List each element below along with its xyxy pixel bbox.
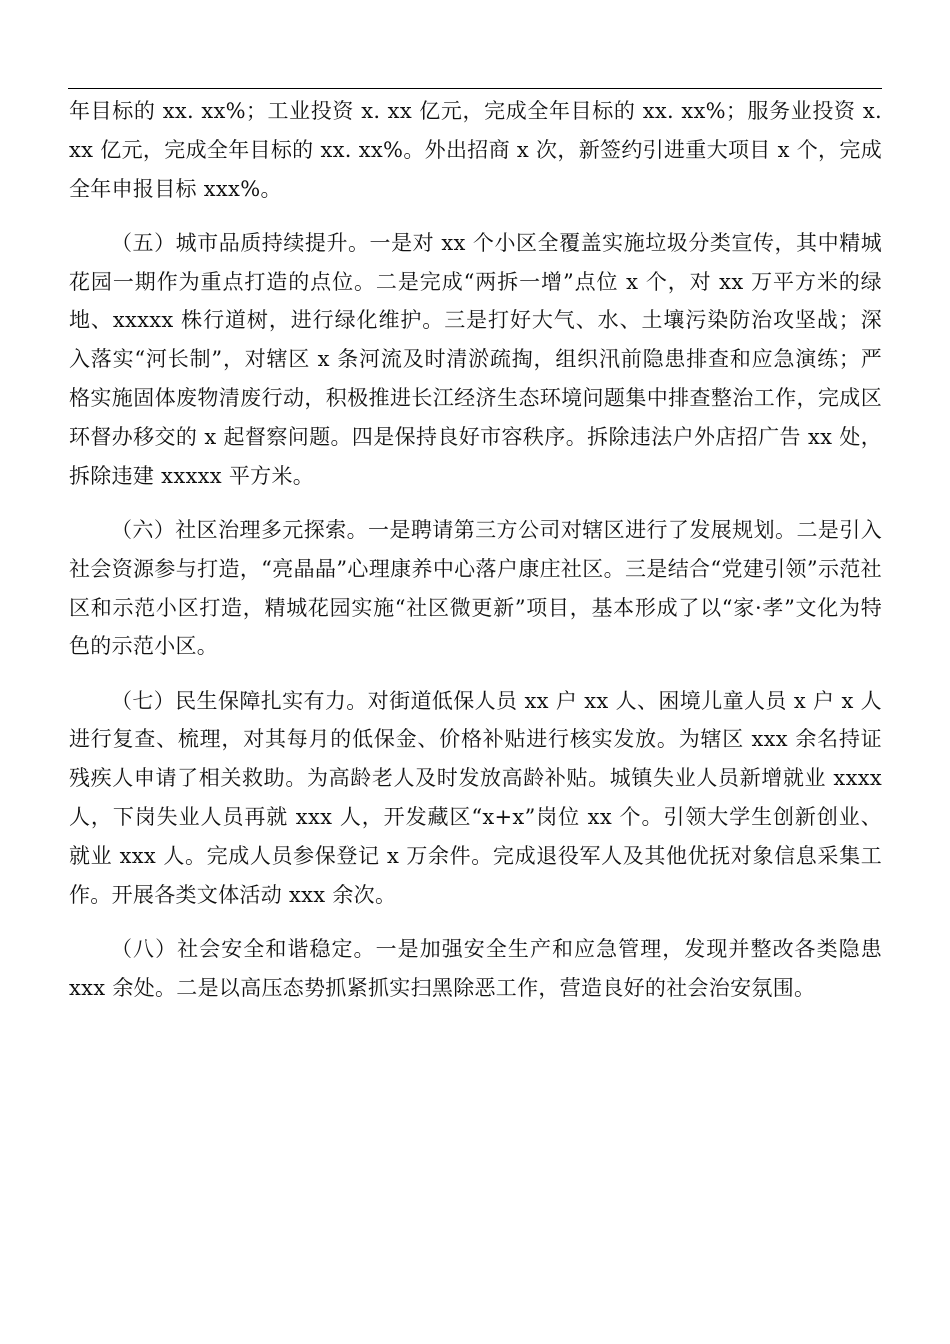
paragraph-gap: [69, 914, 882, 930]
paragraph-gap: [69, 666, 882, 682]
header-rule: [68, 88, 882, 89]
paragraph-livelihood-security: （七）民生保障扎实有力。对街道低保人员 xx 户 xx 人、困境儿童人员 x 户 x 人进行复查、梳理，对其每月的低保金、价格补贴进行核实发放。为辖区 xxx 余名持证残疾人申请了相关救助。为高龄老人及时发放高龄补贴。城镇失业人员新增就业 xxxx 人，下岗失业人员再就 xxx 人，开发藏区“x+x”岗位 xx 个。引领大学生创新创业、就业 xxx 人。完成人员参保登记 x 万余件。完成退役军人及其他优抚对象信息采集工作。开展各类文体活动 xxx 余次。: [69, 688, 882, 907]
paragraph-social-safety: （八）社会安全和谐稳定。一是加强安全生产和应急管理，发现并整改各类隐患 xxx 余处。二是以高压态势抓紧抓实扫黑除恶工作，营造良好的社会治安氛围。: [69, 936, 882, 1000]
paragraph-community-governance: （六）社区治理多元探索。一是聘请第三方公司对辖区进行了发展规划。二是引入社会资源参与打造，“亮晶晶”心理康养中心落户康庄社区。三是结合“党建引领”示范社区和示范小区打造，精城花园实施“社区微更新”项目，基本形成了以“家·孝”文化为特色的示范小区。: [69, 517, 882, 659]
paragraph-gap: [69, 495, 882, 511]
paragraph-investment-continued: 年目标的 xx. xx%；工业投资 x. xx 亿元，完成全年目标的 xx. xx%；服务业投资 x. xx 亿元，完成全年目标的 xx. xx%。外出招商 x 次，新签约引进重大项目 x 个，完成全年申报目标 xxx%。: [69, 99, 882, 201]
document-body: [69, 92, 882, 1008]
paragraph-gap: [69, 208, 882, 224]
paragraph-city-quality: （五）城市品质持续提升。一是对 xx 个小区全覆盖实施垃圾分类宣传，其中精城花园一期作为重点打造的点位。二是完成“两拆一增”点位 x 个，对 xx 万平方米的绿地、xxxxx 株行道树，进行绿化维护。三是打好大气、水、土壤污染防治攻坚战；深入落实“河长制”，对辖区 x 条河流及时清淤疏掏，组织汛前隐患排查和应急演练；严格实施固体废物清废行动，积极推进长江经济生态环境问题集中排查整治工作，完成区环督办移交的 x 起督察问题。四是保持良好市容秩序。拆除违法户外店招广告 xx 处，拆除违建 xxxxx 平方米。: [69, 230, 882, 488]
